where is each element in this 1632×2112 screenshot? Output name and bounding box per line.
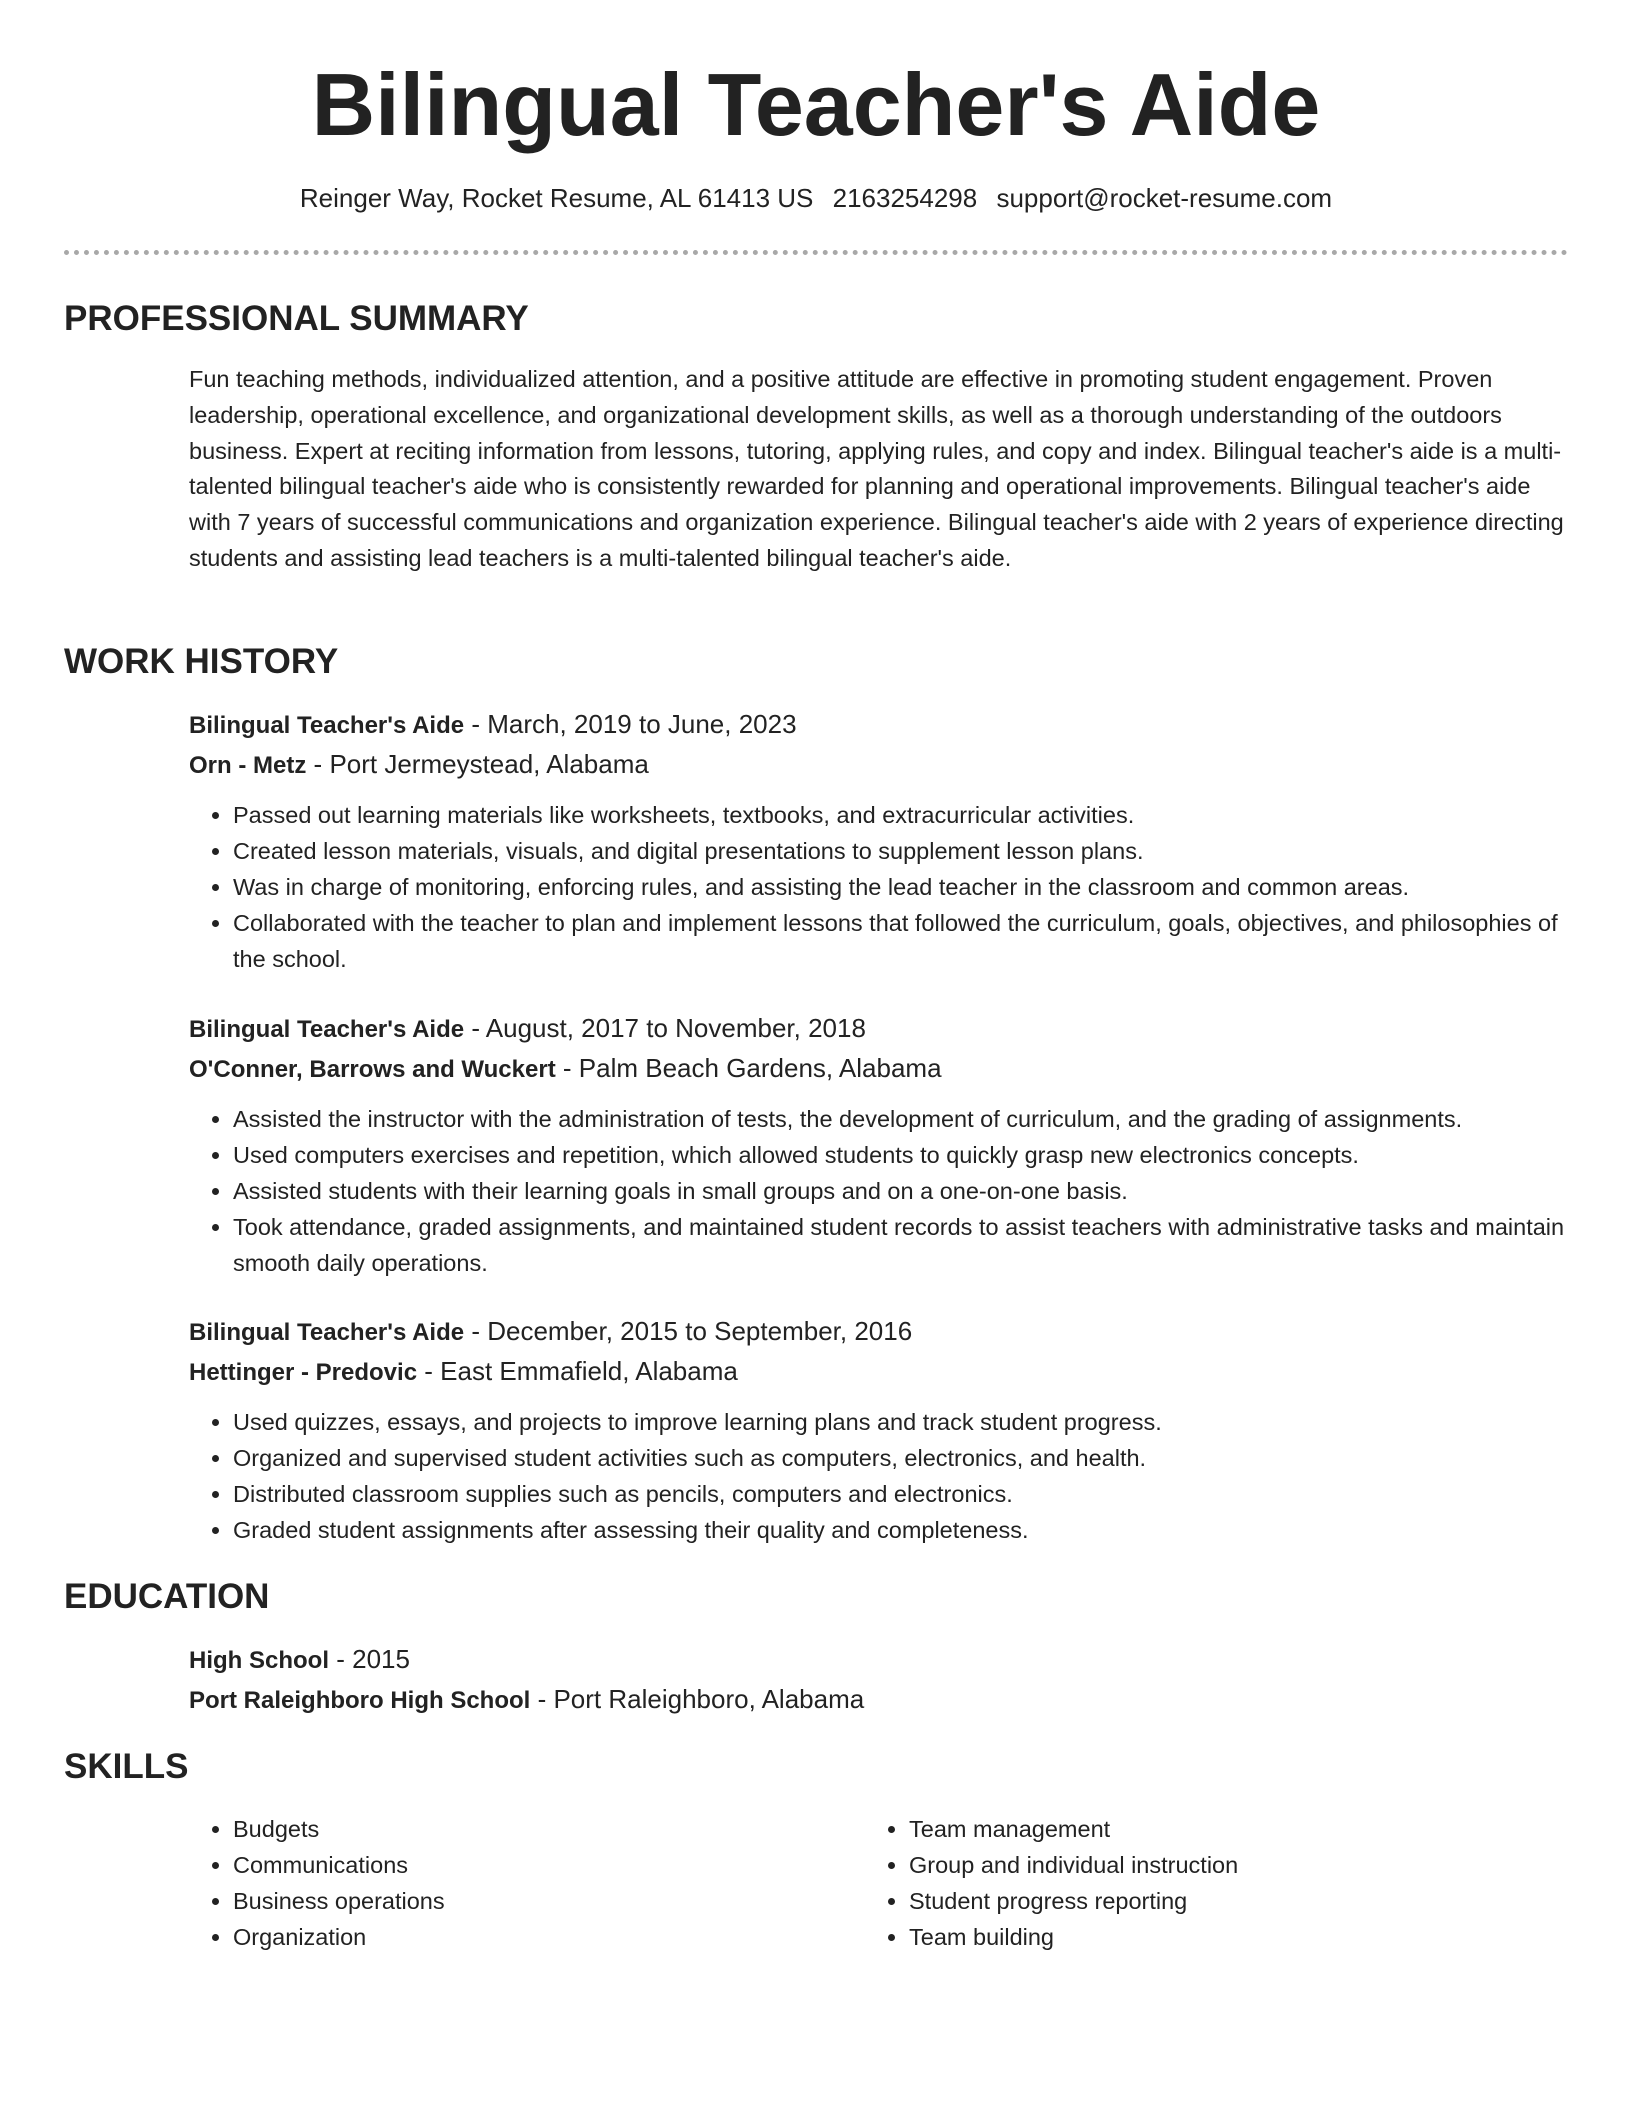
job-entry [189,705,1569,977]
job-dates: March, 2019 to June, 2023 [487,709,797,739]
job-bullet: • Was in charge of monitoring, enforcing rules, and assisting the lead teacher in the classroom and common areas. [233,869,1569,905]
skill-item: • Student progress reporting [909,1883,1505,1919]
education-degree-line [189,1640,1569,1680]
separator: - [464,1013,486,1043]
summary-heading: PROFESSIONAL SUMMARY [64,299,529,338]
job-bullets [189,1101,1569,1281]
job-company: Hettinger - Predovic [189,1359,418,1386]
job-bullet: • Used quizzes, essays, and projects to improve learning plans and track student progress. [233,1404,1569,1440]
contact-email: support@rocket-resume.com [996,183,1333,213]
job-bullet: • Organized and supervised student activities such as computers, electronics, and health. [233,1440,1569,1476]
summary-text: Fun teaching methods, individualized attention, and a positive attitude are effective in promoting student engagement. Proven leadership, operational excellence, and organizational development skills, as well as a thorough understanding of the outdoors business. Expert at reciting information from lessons, tutoring, applying rules, and copy and index. Bilingual teacher's aide is a multi-talented bilingual teacher's aide who is consistently rewarded for planning and operational improvements. Bilingual teacher's aide with 7 years of successful communications and organization experience. Bilingual teacher's aide with 2 years of experience directing students and assisting lead teachers is a multi-talented bilingual teacher's aide. [189,366,1564,571]
header-divider [64,250,1568,255]
skill-item: • Budgets [233,1811,829,1847]
job-bullet: • Created lesson materials, visuals, and digital presentations to supplement lesson plans. [233,833,1569,869]
education-location: Port Raleighboro, Alabama [553,1684,865,1714]
skills-column-left [189,1811,829,1955]
education-heading: EDUCATION [64,1577,270,1616]
skills-heading: SKILLS [64,1747,189,1786]
separator: - [464,709,488,739]
job-title-line [189,1009,1569,1049]
job-company-line [189,745,1569,785]
job-location: Port Jermeystead, Alabama [329,749,649,779]
work-history-heading: WORK HISTORY [64,642,339,681]
skill-item: • Business operations [233,1883,829,1919]
education-degree: High School [189,1647,329,1674]
job-dates: December, 2015 to September, 2016 [487,1316,913,1346]
job-bullet: • Took attendance, graded assignments, and maintained student records to assist teachers with administrative tasks and maintain smooth daily operations. [233,1209,1569,1281]
skill-item: • Communications [233,1847,829,1883]
job-bullet: • Assisted students with their learning goals in small groups and on a one-on-one basis. [233,1173,1569,1209]
contact-address: Reinger Way, Rocket Resume, AL 61413 US [299,183,814,213]
separator: - [530,1684,554,1714]
job-bullets [189,1404,1569,1548]
job-entry [189,1312,1569,1548]
job-company-line [189,1352,1569,1392]
job-company: O'Conner, Barrows and Wuckert [189,1056,556,1083]
job-bullet: • Assisted the instructor with the administration of tests, the development of curriculum, and the grading of assignments. [233,1101,1569,1137]
separator: - [464,1316,488,1346]
job-position: Bilingual Teacher's Aide [189,1319,465,1346]
education-entry [189,1640,1569,1720]
separator: - [417,1356,441,1386]
job-bullet: • Used computers exercises and repetition, which allowed students to quickly grasp new electronics concepts. [233,1137,1569,1173]
separator: - [555,1053,579,1083]
separator: - [306,749,330,779]
education-school-line [189,1680,1569,1720]
job-location: East Emmafield, Alabama [440,1356,738,1386]
job-dates: August, 2017 to November, 2018 [485,1013,866,1043]
job-title-line [189,705,1569,745]
job-bullet: • Passed out learning materials like worksheets, textbooks, and extracurricular activities. [233,797,1569,833]
skill-item: • Group and individual instruction [909,1847,1505,1883]
job-company: Orn - Metz [189,752,307,779]
summary-section [189,362,1569,577]
job-bullet: • Graded student assignments after assessing their quality and completeness. [233,1512,1569,1548]
skills-column-right [865,1811,1505,1955]
skill-item: • Team management [909,1811,1505,1847]
job-location: Palm Beach Gardens, Alabama [578,1053,942,1083]
skills-list [865,1811,1505,1955]
contact-line [0,180,1632,216]
job-company-line [189,1049,1569,1089]
resume-name: Bilingual Teacher's Aide [311,55,1321,154]
job-position: Bilingual Teacher's Aide [189,1016,465,1043]
education-school: Port Raleighboro High School [189,1687,531,1714]
job-bullet: • Distributed classroom supplies such as pencils, computers and electronics. [233,1476,1569,1512]
job-bullet: • Collaborated with the teacher to plan and implement lessons that followed the curriculum, goals, objectives, and philosophies of the school. [233,905,1569,977]
job-bullets [189,797,1569,977]
skill-item: • Team building [909,1919,1505,1955]
job-position: Bilingual Teacher's Aide [189,712,465,739]
separator: - [329,1644,353,1674]
contact-phone: 2163254298 [832,183,978,213]
skills-list [189,1811,829,1955]
education-year: 2015 [352,1644,410,1674]
job-entry [189,1009,1569,1281]
skill-item: • Organization [233,1919,829,1955]
job-title-line [189,1312,1569,1352]
